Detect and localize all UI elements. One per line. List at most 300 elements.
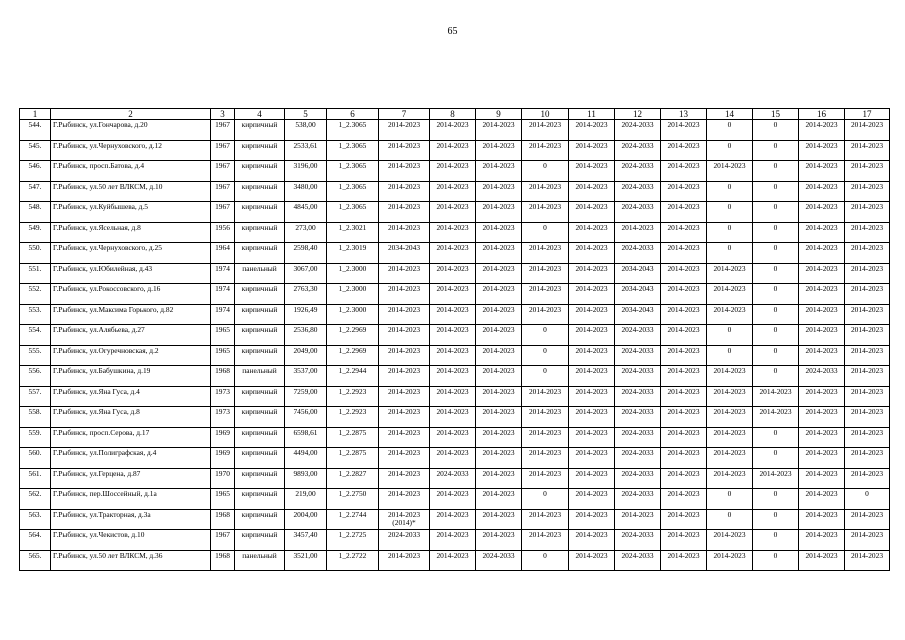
header-row	[20, 109, 890, 120]
table-cell: 2034-2043	[615, 263, 661, 284]
table-cell: 2014-2023	[799, 530, 845, 551]
table-cell: 2014-2023	[569, 489, 615, 510]
table-cell: 557.	[20, 386, 51, 407]
table-row	[20, 140, 890, 161]
table-cell: 0	[707, 140, 753, 161]
table-cell: 2014-2023	[569, 509, 615, 530]
table-cell: 2014-2023	[799, 202, 845, 223]
table-cell: 2024-2033	[615, 468, 661, 489]
table-cell: 2014-2023	[430, 386, 476, 407]
table-cell: 3537,00	[285, 366, 327, 387]
table-row	[20, 407, 890, 428]
table-cell: 0	[753, 161, 799, 182]
column-header-14: 14	[707, 109, 753, 120]
table-cell: 2014-2023	[430, 120, 476, 141]
table-cell: 3067,00	[285, 263, 327, 284]
table-cell: 219,00	[285, 489, 327, 510]
table-cell: 2014-2023	[569, 345, 615, 366]
column-header-8: 8	[430, 109, 476, 120]
table-row	[20, 325, 890, 346]
column-header-12: 12	[615, 109, 661, 120]
table-cell: 549.	[20, 222, 51, 243]
table-header	[20, 109, 890, 120]
table-cell: кирпичный	[235, 407, 285, 428]
table-cell: 2014-2023	[476, 448, 522, 469]
column-header-13: 13	[661, 109, 707, 120]
table-row	[20, 550, 890, 571]
table-cell: 2014-2023	[661, 509, 707, 530]
table-cell: 2014-2023	[845, 509, 890, 530]
column-header-10: 10	[522, 109, 569, 120]
table-cell: 1_2.2923	[327, 386, 379, 407]
table-cell: 1964	[211, 243, 235, 264]
table-cell: кирпичный	[235, 304, 285, 325]
table-row	[20, 202, 890, 223]
table-body	[20, 120, 890, 571]
table-cell: 1974	[211, 304, 235, 325]
table-cell: 2014-2023	[661, 161, 707, 182]
table-row	[20, 284, 890, 305]
table-cell: 2014-2023	[430, 325, 476, 346]
table-cell: 0	[522, 489, 569, 510]
table-cell: 538,00	[285, 120, 327, 141]
table-cell: 1969	[211, 427, 235, 448]
table-cell: 2014-2023	[569, 550, 615, 571]
table-cell: 2014-2023	[569, 140, 615, 161]
table-cell: Г.Рыбинск, ул.Бабушкина, д.19	[51, 366, 211, 387]
table-cell: 2014-2023	[522, 304, 569, 325]
table-cell: Г.Рыбинск, ул.Полиграфская, д.4	[51, 448, 211, 469]
table-cell: 2014-2023	[845, 468, 890, 489]
table-cell: 2014-2023	[845, 550, 890, 571]
table-cell: 2014-2023	[522, 448, 569, 469]
table-cell: Г.Рыбинск, ул.Максима Горького, д.82	[51, 304, 211, 325]
table-cell: 2014-2023	[430, 550, 476, 571]
table-cell: 2014-2023	[379, 284, 430, 305]
table-cell: 2014-2023	[430, 263, 476, 284]
table-cell: 2014-2023	[430, 427, 476, 448]
table-cell: 1_2.2875	[327, 427, 379, 448]
table-cell: 0	[707, 325, 753, 346]
table-cell: 0	[753, 243, 799, 264]
table-cell: 2014-2023	[430, 140, 476, 161]
column-header-9: 9	[476, 109, 522, 120]
table-cell: 1967	[211, 120, 235, 141]
column-header-16: 16	[799, 109, 845, 120]
table-cell: 1974	[211, 284, 235, 305]
table-cell: 0	[753, 202, 799, 223]
table-cell: 2014-2023	[476, 140, 522, 161]
table-cell: 2014-2023	[661, 120, 707, 141]
table-cell: кирпичный	[235, 120, 285, 141]
table-cell: 2014-2023	[569, 304, 615, 325]
table-cell: 2014-2023	[569, 222, 615, 243]
table-cell: 547.	[20, 181, 51, 202]
table-cell: 0	[707, 489, 753, 510]
table-cell: 551.	[20, 263, 51, 284]
table-cell: кирпичный	[235, 181, 285, 202]
table-cell: 2014-2023	[661, 222, 707, 243]
table-row	[20, 263, 890, 284]
table-cell: 561.	[20, 468, 51, 489]
table-cell: 1965	[211, 345, 235, 366]
table-cell: 2014-2023	[476, 489, 522, 510]
table-cell: 2014-2023	[845, 386, 890, 407]
table-cell: 2014-2023	[707, 304, 753, 325]
table-cell: кирпичный	[235, 489, 285, 510]
table-cell: 1_2.3065	[327, 120, 379, 141]
table-row	[20, 468, 890, 489]
table-cell: Г.Рыбинск, ул.Герцена, д.87	[51, 468, 211, 489]
table-cell: 2014-2023	[569, 325, 615, 346]
table-cell: 0	[522, 325, 569, 346]
table-cell: 2024-2033	[615, 202, 661, 223]
table-row	[20, 120, 890, 141]
table-cell: 2014-2023	[753, 407, 799, 428]
table-cell: 2014-2023	[799, 550, 845, 571]
table-cell: Г.Рыбинск, пер.Шоссейный, д.1а	[51, 489, 211, 510]
table-cell: 2014-2023	[569, 407, 615, 428]
table-cell: 2024-2033	[476, 550, 522, 571]
table-cell: 2014-2023	[569, 284, 615, 305]
table-cell: 2024-2033	[430, 468, 476, 489]
table-cell: 2014-2023	[569, 366, 615, 387]
table-cell: 2024-2033	[615, 530, 661, 551]
table-cell: 6598,61	[285, 427, 327, 448]
table-cell: 2014-2023	[430, 181, 476, 202]
table-cell: 2014-2023	[707, 366, 753, 387]
table-cell: 565.	[20, 550, 51, 571]
table-cell: 2014-2023	[845, 202, 890, 223]
table-cell: 1_2.2827	[327, 468, 379, 489]
table-cell: 273,00	[285, 222, 327, 243]
table-cell: 2014-2023	[661, 448, 707, 469]
table-cell: 552.	[20, 284, 51, 305]
table-cell: 2024-2033	[615, 407, 661, 428]
table-cell: 0	[753, 284, 799, 305]
table-cell: 0	[753, 345, 799, 366]
table-row	[20, 366, 890, 387]
table-cell: 2014-2023	[661, 263, 707, 284]
table-cell: 2014-2023	[379, 181, 430, 202]
table-cell: 2014-2023	[522, 468, 569, 489]
table-cell: кирпичный	[235, 202, 285, 223]
table-cell: 2014-2023	[476, 222, 522, 243]
table-cell: кирпичный	[235, 386, 285, 407]
table-cell: 1967	[211, 161, 235, 182]
table-cell: 2014-2023	[845, 530, 890, 551]
table-cell: 0	[707, 120, 753, 141]
table-cell: 2024-2033	[615, 448, 661, 469]
table-cell: 555.	[20, 345, 51, 366]
table-cell: 2014-2023	[799, 345, 845, 366]
table-cell: 2024-2033	[615, 181, 661, 202]
table-cell: Г.Рыбинск, ул.Юбилейная, д.43	[51, 263, 211, 284]
table-cell: 1_2.3065	[327, 140, 379, 161]
table-cell: 0	[753, 325, 799, 346]
table-cell: 2014-2023	[799, 325, 845, 346]
table-cell: 2014-2023	[569, 243, 615, 264]
table-cell: кирпичный	[235, 448, 285, 469]
table-cell: 1973	[211, 407, 235, 428]
table-cell: Г.Рыбинск, ул.Ясельная, д.8	[51, 222, 211, 243]
table-cell: 2014-2023	[430, 489, 476, 510]
table-row	[20, 222, 890, 243]
table-cell: Г.Рыбинск, ул.Чернуховского, д.12	[51, 140, 211, 161]
table-cell: 2014-2023	[707, 386, 753, 407]
table-cell: 2014-2023	[569, 448, 615, 469]
table-cell: 2014-2023	[476, 120, 522, 141]
table-cell: Г.Рыбинск, ул.Гончарова, д.20	[51, 120, 211, 141]
table-row	[20, 243, 890, 264]
table-cell: Г.Рыбинск, ул.Яна Гуса, д.8	[51, 407, 211, 428]
table-cell: 2014-2023	[379, 222, 430, 243]
table-cell: 2014-2023	[569, 202, 615, 223]
table-cell: 2024-2033	[615, 366, 661, 387]
table-cell: 2014-2023	[845, 448, 890, 469]
table-cell: 2024-2033	[615, 161, 661, 182]
table-cell: 2014-2023	[845, 325, 890, 346]
table-cell: 0	[753, 366, 799, 387]
table-cell: 2014-2023	[476, 468, 522, 489]
table-cell: 2014-2023	[522, 120, 569, 141]
table-cell: 2014-2023	[661, 202, 707, 223]
table-cell: 1956	[211, 222, 235, 243]
table-cell: 2014-2023	[522, 386, 569, 407]
table-cell: 2014-2023	[379, 263, 430, 284]
table-cell: 2014-2023	[799, 284, 845, 305]
table-cell: 2014-2023	[799, 407, 845, 428]
column-header-7: 7	[379, 109, 430, 120]
table-cell: 2014-2023	[476, 407, 522, 428]
table-cell: 2014-2023	[476, 509, 522, 530]
table-cell: 2014-2023	[707, 284, 753, 305]
table-cell: 2014-2023	[707, 530, 753, 551]
table-cell: 564.	[20, 530, 51, 551]
table-cell: 2533,61	[285, 140, 327, 161]
table-cell: 553.	[20, 304, 51, 325]
table-cell: 0	[753, 489, 799, 510]
table-cell: 0	[753, 222, 799, 243]
table-cell: 2014-2023	[569, 161, 615, 182]
table-cell: 2014-2023	[430, 448, 476, 469]
table-cell: 2014-2023	[569, 468, 615, 489]
table-cell: 0	[753, 509, 799, 530]
table-cell: 2014-2023	[430, 243, 476, 264]
table-cell: 2014-2023	[799, 161, 845, 182]
table-row	[20, 161, 890, 182]
table-cell: 2004,00	[285, 509, 327, 530]
table-cell: 1968	[211, 509, 235, 530]
table-cell: 3457,40	[285, 530, 327, 551]
table-cell: 2014-2023	[430, 407, 476, 428]
table-row	[20, 489, 890, 510]
table-row	[20, 386, 890, 407]
table-cell: 0	[753, 550, 799, 571]
table-cell: Г.Рыбинск, ул.Алябьева, д.27	[51, 325, 211, 346]
table-cell: 554.	[20, 325, 51, 346]
table-cell: 1967	[211, 181, 235, 202]
table-cell: 3521,00	[285, 550, 327, 571]
table-cell: 2014-2023	[799, 120, 845, 141]
table-cell: панельный	[235, 366, 285, 387]
table-cell: 2014-2023	[707, 448, 753, 469]
table-cell: 2014-2023	[569, 181, 615, 202]
housing-table	[19, 108, 890, 571]
table-row	[20, 427, 890, 448]
table-cell: 2014-2023	[476, 284, 522, 305]
column-header-11: 11	[569, 109, 615, 120]
table-cell: 2598,40	[285, 243, 327, 264]
table-cell: 0	[753, 448, 799, 469]
table-cell: 3480,00	[285, 181, 327, 202]
table-cell: Г.Рыбинск, просп.Батова, д.4	[51, 161, 211, 182]
table-cell: 2014-2023	[476, 530, 522, 551]
table-cell: 2014-2023	[799, 386, 845, 407]
table-row	[20, 304, 890, 325]
table-cell: 2014-2023	[845, 243, 890, 264]
table-cell: 2536,80	[285, 325, 327, 346]
table-cell: 2024-2033	[615, 243, 661, 264]
table-cell: 1968	[211, 550, 235, 571]
table-cell: 1_2.2750	[327, 489, 379, 510]
table-cell: 2024-2033	[615, 386, 661, 407]
table-cell: 559.	[20, 427, 51, 448]
table-cell: 2014-2023	[661, 304, 707, 325]
table-cell: 2014-2023	[476, 263, 522, 284]
table-cell: 1968	[211, 366, 235, 387]
table-cell: 1974	[211, 263, 235, 284]
table-cell: 546.	[20, 161, 51, 182]
table-cell: 2014-2023	[379, 161, 430, 182]
column-header-1: 1	[20, 109, 51, 120]
table-cell: 2024-2033	[615, 325, 661, 346]
column-header-5: 5	[285, 109, 327, 120]
table-cell: 2014-2023	[661, 530, 707, 551]
table-cell: кирпичный	[235, 161, 285, 182]
table-cell: 2014-2023	[522, 530, 569, 551]
table-cell: 1969	[211, 448, 235, 469]
table-cell: 3196,00	[285, 161, 327, 182]
table-cell: 2014-2023	[430, 284, 476, 305]
table-cell: 2014-2023	[430, 304, 476, 325]
table-cell: 2014-2023	[753, 468, 799, 489]
table-cell: 1_2.3000	[327, 304, 379, 325]
table-cell: 2024-2033	[379, 530, 430, 551]
table-cell: 548.	[20, 202, 51, 223]
table-cell: 545.	[20, 140, 51, 161]
table-cell: 2014-2023	[707, 427, 753, 448]
table-cell: 2014-2023	[569, 263, 615, 284]
table-cell: 1_2.3065	[327, 161, 379, 182]
table-cell: 2014-2023	[845, 222, 890, 243]
table-cell: 1970	[211, 468, 235, 489]
table-cell: 1_2.3065	[327, 202, 379, 223]
table-cell: 1_2.3000	[327, 263, 379, 284]
table-cell: 0	[753, 140, 799, 161]
table-cell: Г.Рыбинск, ул.Огуречновская, д.2	[51, 345, 211, 366]
table-cell: 2034-2043	[615, 284, 661, 305]
table-cell: кирпичный	[235, 140, 285, 161]
table-cell: 0	[707, 345, 753, 366]
table-cell: 2014-2023	[707, 161, 753, 182]
table-cell: 2014-2023	[522, 509, 569, 530]
table-cell: 2014-2023	[661, 489, 707, 510]
table-cell: 2014-2023	[379, 304, 430, 325]
table-cell: 2014-2023	[845, 427, 890, 448]
table-cell: 7456,00	[285, 407, 327, 428]
table-cell: 2014-2023	[845, 140, 890, 161]
table-cell: 2014-2023	[615, 509, 661, 530]
table-cell: Г.Рыбинск, ул.Тракторная, д.3а	[51, 509, 211, 530]
table-cell: 2014-2023	[569, 386, 615, 407]
table-row	[20, 345, 890, 366]
table-cell: Г.Рыбинск, ул.Чернуховского, д.25	[51, 243, 211, 264]
table-cell: 2014-2023	[379, 366, 430, 387]
table-cell: 2763,30	[285, 284, 327, 305]
table-cell: 2014-2023	[379, 489, 430, 510]
table-cell: 2024-2033	[615, 140, 661, 161]
table-cell: Г.Рыбинск, просп.Серова, д.17	[51, 427, 211, 448]
table-cell: панельный	[235, 550, 285, 571]
table-cell: 2014-2023	[379, 427, 430, 448]
table-cell: кирпичный	[235, 427, 285, 448]
table-cell: 0	[522, 550, 569, 571]
column-header-2: 2	[51, 109, 211, 120]
page-number: 65	[447, 26, 458, 37]
table-cell: 2014-2023	[522, 243, 569, 264]
table-cell: 2014-2023	[379, 407, 430, 428]
table-cell: 1_2.2725	[327, 530, 379, 551]
table-cell: 1926,49	[285, 304, 327, 325]
table-cell: 2014-2023	[379, 202, 430, 223]
table-cell: кирпичный	[235, 243, 285, 264]
table-cell: 2014-2023	[379, 448, 430, 469]
table-cell: 2014-2023	[379, 345, 430, 366]
table-cell: 2014-2023	[799, 427, 845, 448]
table-cell: 1_2.2969	[327, 325, 379, 346]
table-cell: 2014-2023	[799, 489, 845, 510]
table-row	[20, 509, 890, 530]
table-cell: 2014-2023	[845, 181, 890, 202]
table-cell: 2014-2023	[522, 427, 569, 448]
table-cell: кирпичный	[235, 222, 285, 243]
table-cell: 2014-2023	[799, 509, 845, 530]
table-cell: 2014-2023	[799, 468, 845, 489]
table-cell: 2014-2023	[522, 263, 569, 284]
table-cell: 2024-2033	[615, 550, 661, 571]
table-cell: Г.Рыбинск, ул.Яна Гуса, д.4	[51, 386, 211, 407]
table-cell: 2024-2033	[615, 427, 661, 448]
table-cell: 1_2.2969	[327, 345, 379, 366]
table-cell: 0	[522, 222, 569, 243]
table-cell: 2014-2023	[845, 284, 890, 305]
table-cell: 0	[707, 243, 753, 264]
table-cell: 2014-2023	[430, 509, 476, 530]
table-cell: 544.	[20, 120, 51, 141]
table-cell: 2014-2023	[615, 222, 661, 243]
table-cell: 2034-2043	[379, 243, 430, 264]
table-cell: кирпичный	[235, 509, 285, 530]
table-cell: 2014-2023	[707, 550, 753, 571]
table-cell: 2014-2023 (2014)*	[379, 509, 430, 530]
table-cell: 2014-2023	[707, 263, 753, 284]
table-cell: 0	[753, 530, 799, 551]
table-cell: 1_2.2944	[327, 366, 379, 387]
table-cell: 1_2.3000	[327, 284, 379, 305]
table-cell: 2014-2023	[799, 243, 845, 264]
table-cell: 2014-2023	[430, 202, 476, 223]
